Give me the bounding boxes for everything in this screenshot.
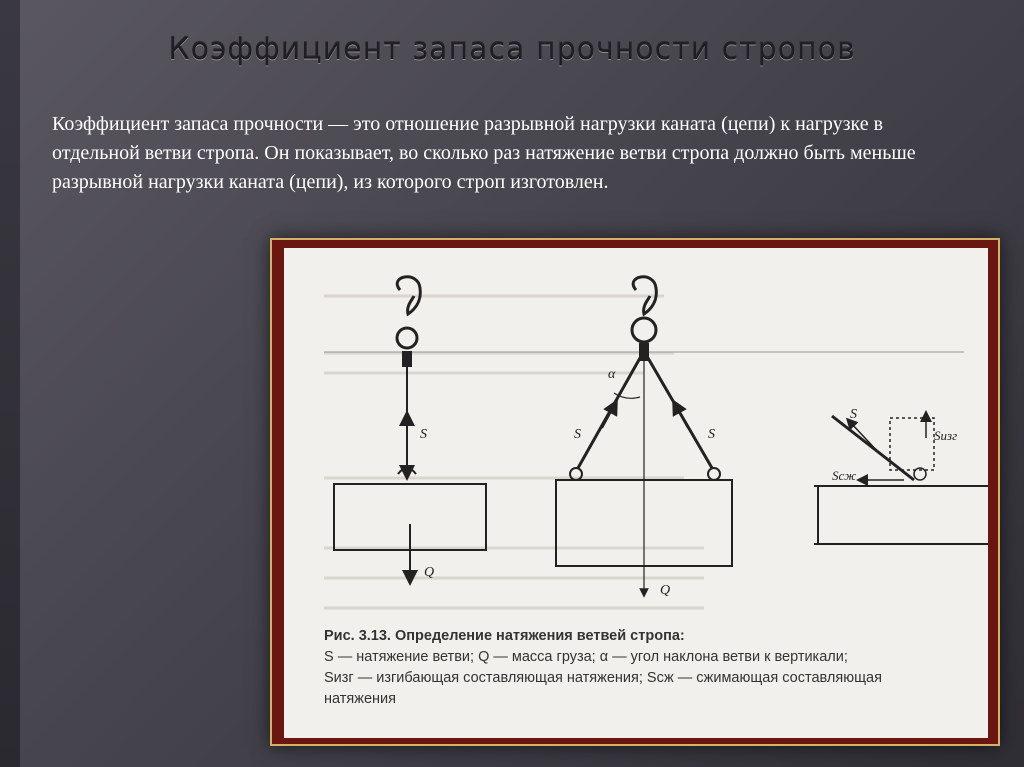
label-alpha: α: [608, 367, 616, 382]
caption-heading: Рис. 3.13. Определение натяжения ветвей стропа:: [324, 628, 685, 644]
definition-paragraph: Коэффициент запаса прочности — это отношение разрывной нагрузки каната (цепи) к нагрузке в отдельной ветви стропа. Он показывает, во сколько раз натяжение ветви стропа должно быть меньше разрывной нагрузки каната (цепи), из которого строп изготовлен.: [52, 113, 916, 193]
two-leg-sling: [556, 277, 732, 593]
hook-eye: [632, 318, 656, 342]
slide-title: Коэффициент запаса прочности стропов: [168, 32, 856, 67]
hook-eye: [397, 328, 417, 348]
label-s-left: S: [420, 427, 427, 442]
label-s-mid-right: S: [708, 427, 715, 442]
label-s-mid-left: S: [574, 427, 581, 442]
figure-caption: [324, 626, 974, 710]
label-s-izg: Sизг: [934, 428, 958, 443]
single-leg-sling: [334, 277, 486, 578]
caption-line-1: S — натяжение ветви; Q — масса груза; α — угол наклона ветви к вертикали;: [324, 649, 848, 665]
label-s-sj: Sсж: [832, 468, 857, 483]
label-q-mid: Q: [660, 583, 671, 598]
label-q-left: Q: [424, 565, 435, 580]
label-s-right: S: [850, 407, 857, 422]
left-decor-stripe: [0, 0, 20, 767]
caption-line-2: Sизг — изгибающая составляющая натяжения; Sсж — сжимающая составляющая: [324, 670, 882, 686]
caption-line-3: натяжения: [324, 691, 396, 707]
